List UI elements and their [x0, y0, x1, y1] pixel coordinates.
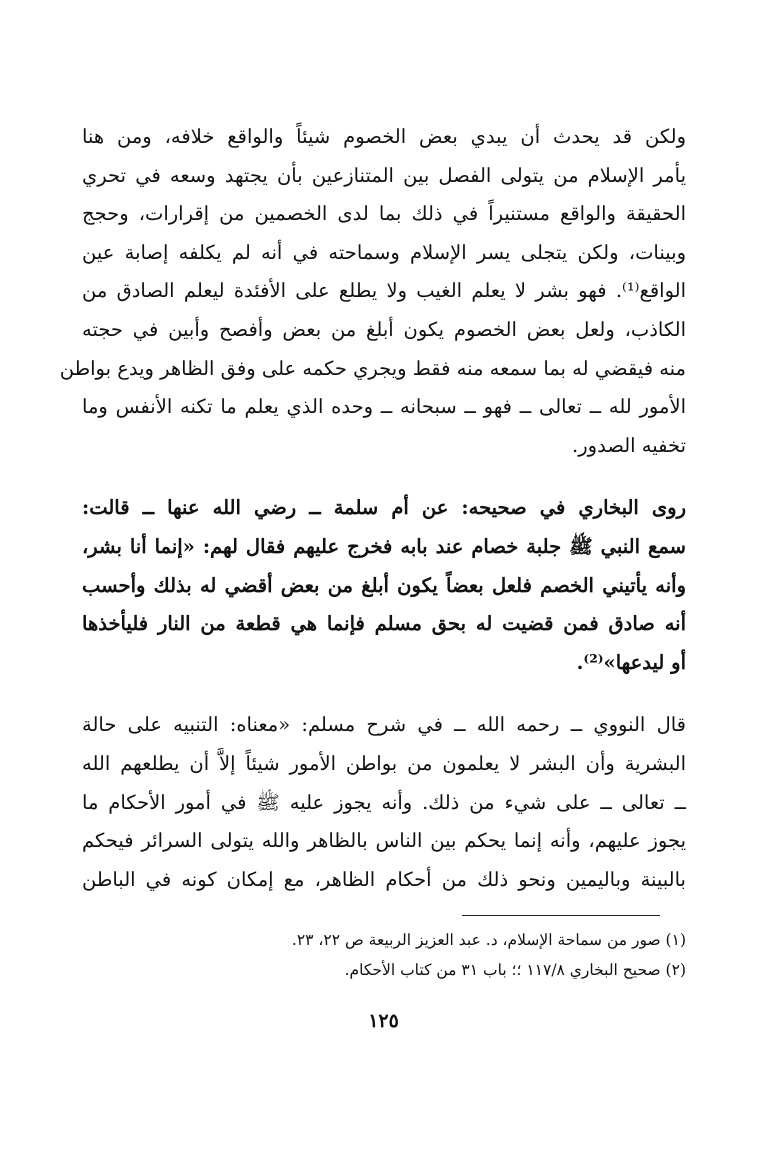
text-line: يأمر الإسلام من يتولى الفصل بين المتنازعين بأن يجتهد وسعه في تحري	[82, 163, 686, 187]
text-line: بالبينة وباليمين ونحو ذلك من أحكام الظاهر، مع إمكان كونه في الباطن	[82, 867, 686, 891]
text-line: أنه صادق فمن قضيت له بحق مسلم فإنما هي قطعة من النار فليأخذها	[82, 612, 686, 636]
text-line: أو ليدعها»⁽²⁾.	[576, 650, 686, 674]
footnotes	[82, 925, 686, 985]
paragraph-nawawi-commentary	[82, 706, 686, 899]
text-line: ــ تعالى ــ على شيء من ذلك. وأنه يجوز عليه ﷺ في أمور الأحكام ما	[82, 790, 686, 814]
footnote-1: (١) صور من سماحة الإسلام، د. عبد العزيز الربيعة ص ٢٢، ٢٣.	[291, 931, 686, 949]
footnote-divider	[462, 915, 660, 916]
text-line: تخفيه الصدور.	[572, 433, 686, 457]
text-line: سمع النبي ﷺ جلبة خصام عند بابه فخرج عليهم فقال لهم: «إنما أنا بشر،	[82, 534, 686, 558]
footnote-2: (٢) صحيح البخاري ١١٧/٨ ؛؛ باب ٣١ من كتاب الأحكام.	[344, 961, 686, 979]
text-line: الكاذب، ولعل بعض الخصوم يكون أبلغ من بعض وأفصح وأبين في حجته	[82, 317, 686, 341]
paragraph-bukhari-hadith	[82, 489, 686, 682]
text-line: يجوز عليهم، وأنه إنما يحكم بين الناس بالظاهر والله يتولى السرائر فيحكم	[82, 829, 686, 853]
text-line: وبينات، ولكن يتجلى يسر الإسلام وسماحته في أنه لم يكلفه إصابة عين	[82, 240, 686, 264]
text-line: الأمور لله ــ تعالى ــ فهو ــ سبحانه ــ وحده الذي يعلم ما تكنه الأنفس وما	[82, 395, 686, 419]
text-line: ولكن قد يحدث أن يبدي بعض الخصوم شيئاً والواقع خلافه، ومن هنا	[82, 125, 686, 148]
text-line: البشرية وأن البشر لا يعلمون من بواطن الأمور شيئاً إلاَّ أن يطلعهم الله	[82, 751, 686, 775]
paragraph-reality-of-judgment	[59, 118, 686, 465]
text-line: قال النووي ــ رحمه الله ــ في شرح مسلم: «معناه: التنبيه على حالة	[82, 713, 686, 737]
text-line: وأنه يأتيني الخصم فلعل بعضاً يكون أبلغ من بعض أقضي له بذلك وأحسب	[82, 573, 686, 597]
page-number: ١٢٥	[368, 1010, 399, 1032]
text-line: منه فيقضي له بما سمعه منه فقط ويجري حكمه على وفق الظاهر ويدع بواطن	[59, 356, 686, 380]
text-line: الواقع⁽¹⁾. فهو بشر لا يعلم الغيب ولا يطلع على الأفئدة ليعلم الصادق من	[82, 279, 686, 303]
text-line: روى البخاري في صحيحه: عن أم سلمة ــ رضي الله عنها ــ قالت:	[82, 496, 686, 520]
page-body	[59, 118, 686, 899]
text-line: الحقيقة والواقع مستنيراً في ذلك بما لدى الخصمين من إقرارات، وحجج	[82, 202, 686, 226]
